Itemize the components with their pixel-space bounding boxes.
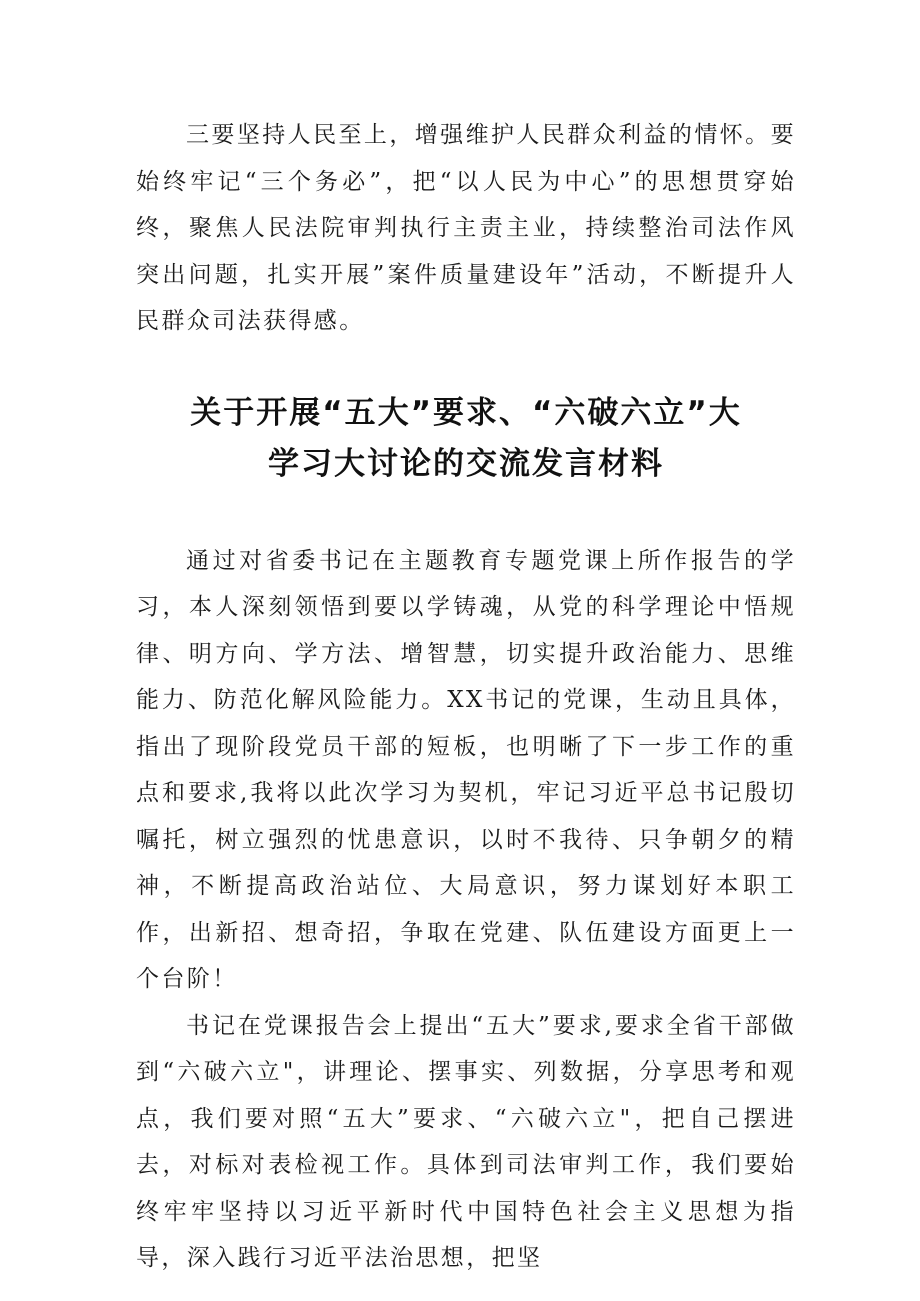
title-line-2: 学习大讨论的交流发言材料 — [268, 445, 664, 482]
title-line-1: 关于开展“五大”要求、“六破六立”大 — [190, 394, 742, 431]
body-paragraph-2: 书记在党课报告会上提出“五大”要求,要求全省干部做到“六破六立"，讲理论、摆事实、列数据，分享思考和观点，我们要对照“五大”要求、“六破六立"，把自己摆进去，对标对表检视工作。具体到司法审判工作，我们要始终牢牢坚持以习近平新时代中国特色社会主义思想为指导，深入践行习近平法治思想，把坚 — [136, 1012, 796, 1271]
document-title — [136, 388, 796, 490]
document-body — [136, 112, 796, 1282]
body-paragraph-1: 通过对省委书记在主题教育专题党课上所作报告的学习，本人深刻领悟到要以学铸魂，从党的科学理论中悟规律、明方向、学方法、增智慧，切实提升政治能力、思维能力、防范化解风险能力。XX书记的党课，生动且具体，指出了现阶段党员干部的短板，也明晰了下一步工作的重点和要求,我将以此次学习为契机，牢记习近平总书记殷切嘱托，树立强烈的忧患意识，以时不我待、只争朝夕的精神，不断提高政治站位、大局意识，努力谋划好本职工作，出新招、想奇招，争取在党建、队伍建设方面更上一个台阶！ — [136, 547, 796, 992]
intro-paragraph: 三要坚持人民至上，增强维护人民群众利益的情怀。要始终牢记“三个务必”，把“以人民为中心”的思想贯穿始终，聚焦人民法院审判执行主责主业，持续整治司法作风突出问题，扎实开展”案件质量建设年”活动，不断提升人民群众司法获得感。 — [136, 122, 796, 334]
